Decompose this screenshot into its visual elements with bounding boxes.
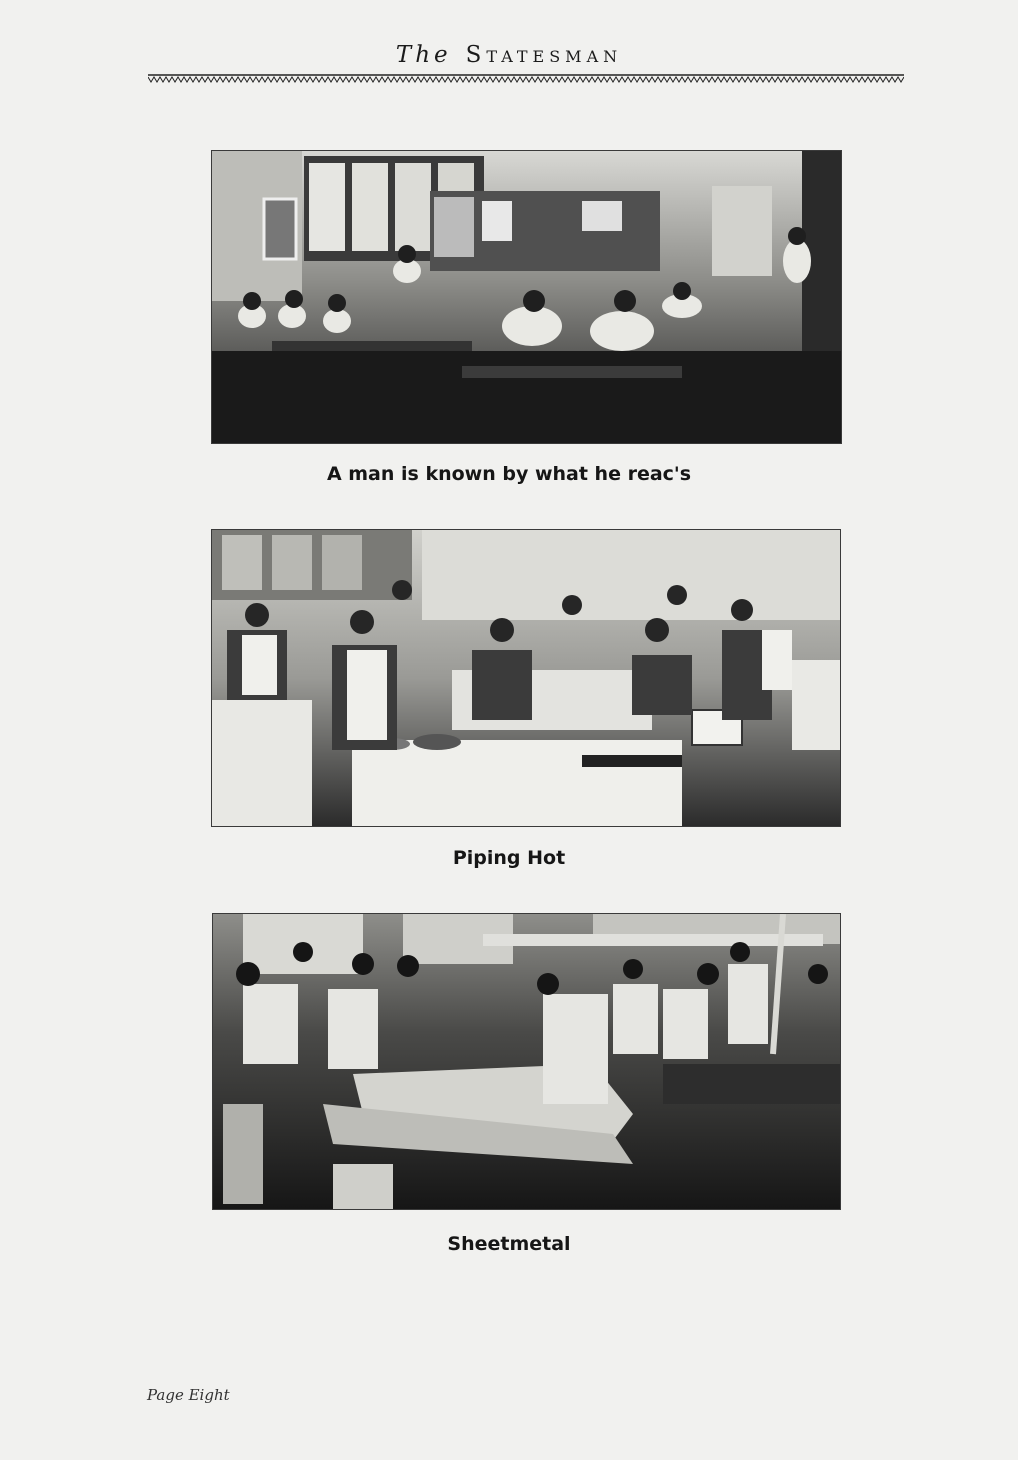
sheetmetal-shop-photo — [213, 914, 840, 1209]
cooking-class-photo — [212, 530, 840, 826]
page-number: Page Eight — [147, 1386, 230, 1404]
library-reading-room-photo — [212, 151, 841, 443]
sheetmetal-photo-caption: Sheetmetal — [447, 1233, 571, 1255]
masthead-article: The — [395, 42, 452, 68]
masthead-rule — [148, 74, 904, 84]
masthead-title: Statesman — [465, 42, 623, 68]
masthead — [0, 42, 1018, 68]
cooking-photo-caption: Piping Hot — [452, 847, 566, 869]
library-photo-caption: A man is known by what he reac's — [326, 463, 692, 485]
